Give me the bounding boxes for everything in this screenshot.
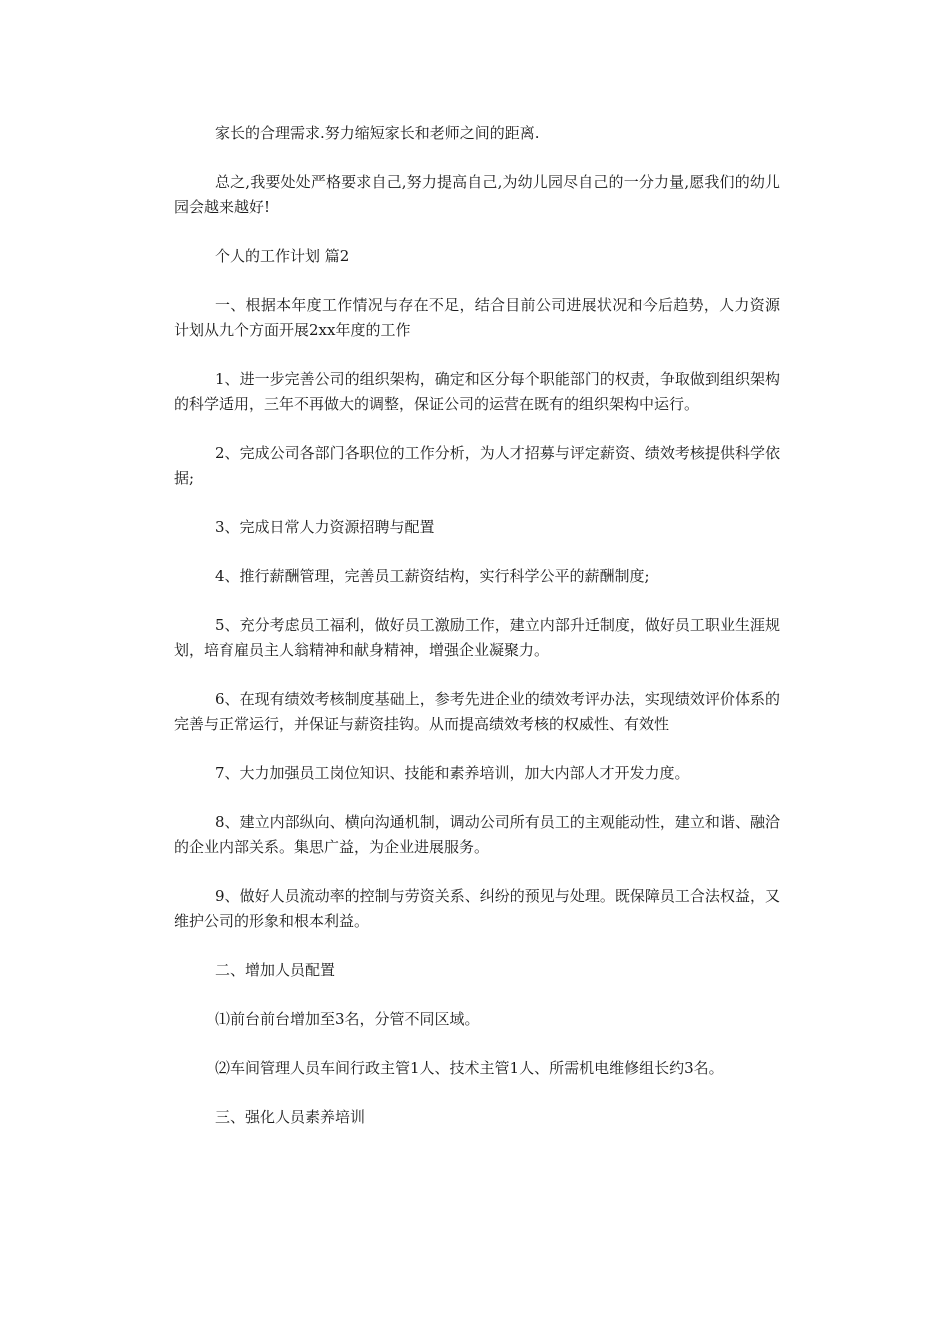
list-item-5: 5、充分考虑员工福利，做好员工激励工作，建立内部升迁制度，做好员工职业生涯规划，培育雇员主人翁精神和献身精神，增强企业凝聚力。 [174,616,780,659]
list-item-9: 9、做好人员流动率的控制与劳资关系、纠纷的预见与处理。既保障员工合法权益，又维护公司的形象和根本利益。 [174,887,780,930]
list-item-1: 1、进一步完善公司的组织架构，确定和区分每个职能部门的权责，争取做到组织架构的科学适用，三年不再做大的调整，保证公司的运营在既有的组织架构中运行。 [174,370,780,413]
list-item-4: 4、推行薪酬管理，完善员工薪资结构，实行科学公平的薪酬制度; [215,567,650,585]
document-body [174,121,780,1154]
list-item-6: 6、在现有绩效考核制度基础上，参考先进企业的绩效考评办法，实现绩效评价体系的完善与正常运行，并保证与薪资挂钩。从而提高绩效考核的权威性、有效性 [174,690,780,733]
sub-item-2: ⑵车间管理人员车间行政主管1人、技术主管1人、所需机电维修组长约3名。 [215,1059,724,1077]
section-heading-part-two: 二、增加人员配置 [215,961,336,979]
list-item-7: 7、大力加强员工岗位知识、技能和素养培训，加大内部人才开发力度。 [215,764,690,782]
section-heading-plan-2: 个人的工作计划 篇2 [215,247,350,265]
paragraph-conclusion: 总之,我要处处严格要求自己,努力提高自己,为幼儿园尽自己的一分力量,愿我们的幼儿园会越来越好! [174,173,780,216]
list-item-3: 3、完成日常人力资源招聘与配置 [215,518,435,536]
list-item-2: 2、完成公司各部门各职位的工作分析，为人才招募与评定薪资、绩效考核提供科学依据; [174,444,780,487]
paragraph-part-one-intro: 一、根据本年度工作情况与存在不足，结合目前公司进展状况和今后趋势，人力资源计划从九个方面开展2xx年度的工作 [174,296,780,339]
list-item-8: 8、建立内部纵向、横向沟通机制，调动公司所有员工的主观能动性，建立和谐、融洽的企业内部关系。集思广益，为企业进展服务。 [174,813,780,856]
sub-item-1: ⑴前台前台增加至3名，分管不同区域。 [215,1010,480,1028]
section-heading-part-three: 三、强化人员素养培训 [215,1108,366,1126]
paragraph-continuation: 家长的合理需求.努力缩短家长和老师之间的距离. [215,124,540,142]
